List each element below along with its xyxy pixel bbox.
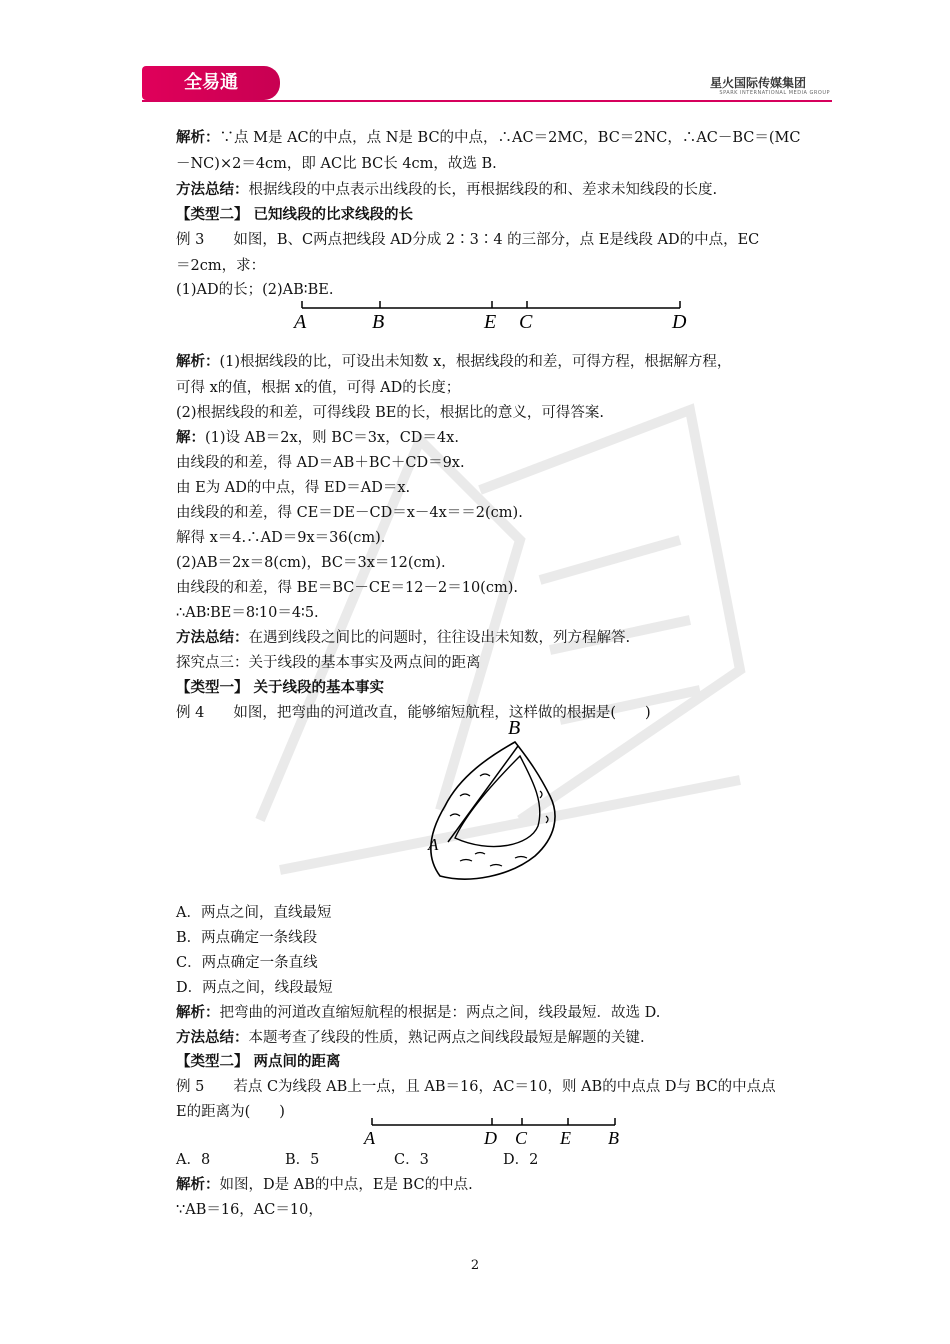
option-4-d: D．两点之间，线段最短 bbox=[176, 980, 333, 996]
type-one-heading: 【类型一】 关于线段的基本事实 bbox=[176, 680, 385, 696]
example-3-line-3: (1)AD的长；(2)AB∶BE. bbox=[176, 282, 334, 298]
solution-line-3: 由 E为 AD的中点，得 ED＝AD＝x. bbox=[176, 480, 411, 496]
solution-line-2: 由线段的和差，得 AD＝AB＋BC＋CD＝9x. bbox=[176, 455, 465, 471]
point-label-c: C bbox=[519, 311, 533, 333]
header-rule bbox=[142, 100, 832, 102]
example-5-line-2: E的距离为( ) bbox=[176, 1104, 285, 1120]
point-label-b: B bbox=[608, 1128, 619, 1148]
option-5-b: B．5 bbox=[285, 1152, 320, 1168]
point-label-e: E bbox=[484, 311, 497, 333]
example-4-question: 例 4 如图，把弯曲的河道改直，能够缩短航程，这样做的根据是( ) bbox=[176, 705, 651, 721]
method-summary-1-text: 根据线段的中点表示出线段的长，再根据线段的和、差求未知线段的长度. bbox=[248, 182, 718, 198]
segment-figure-1 bbox=[290, 296, 700, 336]
solution-line-8: ∴AB∶BE＝8∶10＝4∶5. bbox=[176, 605, 319, 621]
analysis-3-text: 把弯曲的河道改直缩短航程的根据是：两点之间，线段最短．故选 D. bbox=[219, 1005, 661, 1021]
analysis-4 bbox=[176, 1175, 473, 1195]
point-label-a: A bbox=[294, 311, 307, 333]
analysis-2-line-2: 可得 x的值，根据 x的值，可得 AD的长度； bbox=[176, 380, 461, 396]
analysis-label: 解析： bbox=[176, 1177, 220, 1193]
river-label-a: A bbox=[428, 835, 439, 854]
solution-line-6: (2)AB＝2x＝8(cm)，BC＝3x＝12(cm). bbox=[176, 555, 446, 571]
method-summary-2-text: 在遇到线段之间比的问题时，往往设出未知数，列方程解答. bbox=[248, 630, 631, 646]
solution-line-4: 由线段的和差，得 CE＝DE－CD＝x－4x＝＝2(cm). bbox=[176, 505, 523, 521]
option-4-c: C．两点确定一条直线 bbox=[176, 955, 318, 971]
point-label-b: B bbox=[372, 311, 385, 333]
segment-figure-2 bbox=[360, 1115, 640, 1149]
solution-line-1 bbox=[176, 428, 459, 448]
brand-name: 星火国际传媒集团 bbox=[709, 76, 806, 90]
method-label: 方法总结： bbox=[176, 1030, 249, 1046]
analysis-label: 解析： bbox=[176, 130, 220, 146]
analysis-4-text: 如图，D是 AB的中点，E是 BC的中点. bbox=[219, 1177, 473, 1193]
analysis-label: 解析： bbox=[176, 1005, 220, 1021]
explore-point-3: 探究点三：关于线段的基本事实及两点间的距离 bbox=[176, 655, 481, 671]
method-label: 方法总结： bbox=[176, 630, 249, 646]
page-number: 2 bbox=[470, 1258, 480, 1273]
example-5-line-1: 例 5 若点 C为线段 AB上一点，且 AB＝16，AC＝10，则 AB的中点点 D与 BC的中点点 bbox=[176, 1079, 776, 1095]
analysis-1-text: ∵点 M是 AC的中点，点 N是 BC的中点，∴AC＝2MC，BC＝2NC，∴AC－BC＝(MC bbox=[219, 130, 801, 146]
option-4-b: B．两点确定一条线段 bbox=[176, 930, 318, 946]
analysis-1-line-1 bbox=[176, 128, 801, 148]
point-label-a: A bbox=[364, 1128, 375, 1148]
analysis-label: 解析： bbox=[176, 354, 220, 370]
method-summary-2 bbox=[176, 628, 630, 648]
solution-line-5: 解得 x＝4.∴AD＝9x＝36(cm). bbox=[176, 530, 386, 546]
type-two-heading-1: 【类型二】 已知线段的比求线段的长 bbox=[176, 207, 414, 223]
option-5-d: D．2 bbox=[503, 1152, 539, 1168]
solution-label: 解： bbox=[176, 430, 205, 446]
solution-text-1: (1)设 AB＝2x，则 BC＝3x，CD＝4x. bbox=[205, 430, 459, 446]
analysis-2-line-1 bbox=[176, 352, 731, 372]
point-label-d: D bbox=[484, 1128, 497, 1148]
river-figure bbox=[420, 716, 570, 886]
point-label-c: C bbox=[515, 1128, 528, 1148]
type-two-heading-2: 【类型二】 两点间的距离 bbox=[176, 1054, 341, 1070]
option-5-a: A．8 bbox=[176, 1152, 211, 1168]
brand-logo: 全易通 bbox=[142, 66, 280, 100]
method-summary-3 bbox=[176, 1028, 645, 1048]
example-3-line-2: ＝2cm，求： bbox=[176, 258, 266, 274]
analysis-3 bbox=[176, 1003, 660, 1023]
point-label-d: D bbox=[672, 311, 687, 333]
method-summary-3-text: 本题考查了线段的性质，熟记两点之间线段最短是解题的关键. bbox=[248, 1030, 645, 1046]
river-label-b: B bbox=[508, 717, 521, 739]
analysis-2-line-3: (2)根据线段的和差，可得线段 BE的长，根据比的意义，可得答案. bbox=[176, 405, 604, 421]
option-5-c: C．3 bbox=[394, 1152, 429, 1168]
analysis-1-line-2: －NC)×2＝4cm，即 AC比 BC长 4cm，故选 B. bbox=[176, 156, 497, 172]
solution-line-7: 由线段的和差，得 BE＝BC－CE＝12－2＝10(cm). bbox=[176, 580, 518, 596]
given-line: ∵AB＝16，AC＝10， bbox=[176, 1202, 323, 1218]
point-label-e: E bbox=[560, 1128, 571, 1148]
option-4-a: A．两点之间，直线最短 bbox=[176, 905, 332, 921]
method-label: 方法总结： bbox=[176, 182, 249, 198]
method-summary-1 bbox=[176, 180, 717, 200]
example-3-line-1: 例 3 如图，B、C两点把线段 AD分成 2∶3∶4 的三部分，点 E是线段 AD的中点，EC bbox=[176, 232, 760, 248]
brand-subtitle: SPARK INTERNATIONAL MEDIA GROUP bbox=[719, 90, 830, 96]
analysis-2-text: (1)根据线段的比，可设出未知数 x，根据线段的和差，可得方程，根据解方程， bbox=[219, 354, 732, 370]
